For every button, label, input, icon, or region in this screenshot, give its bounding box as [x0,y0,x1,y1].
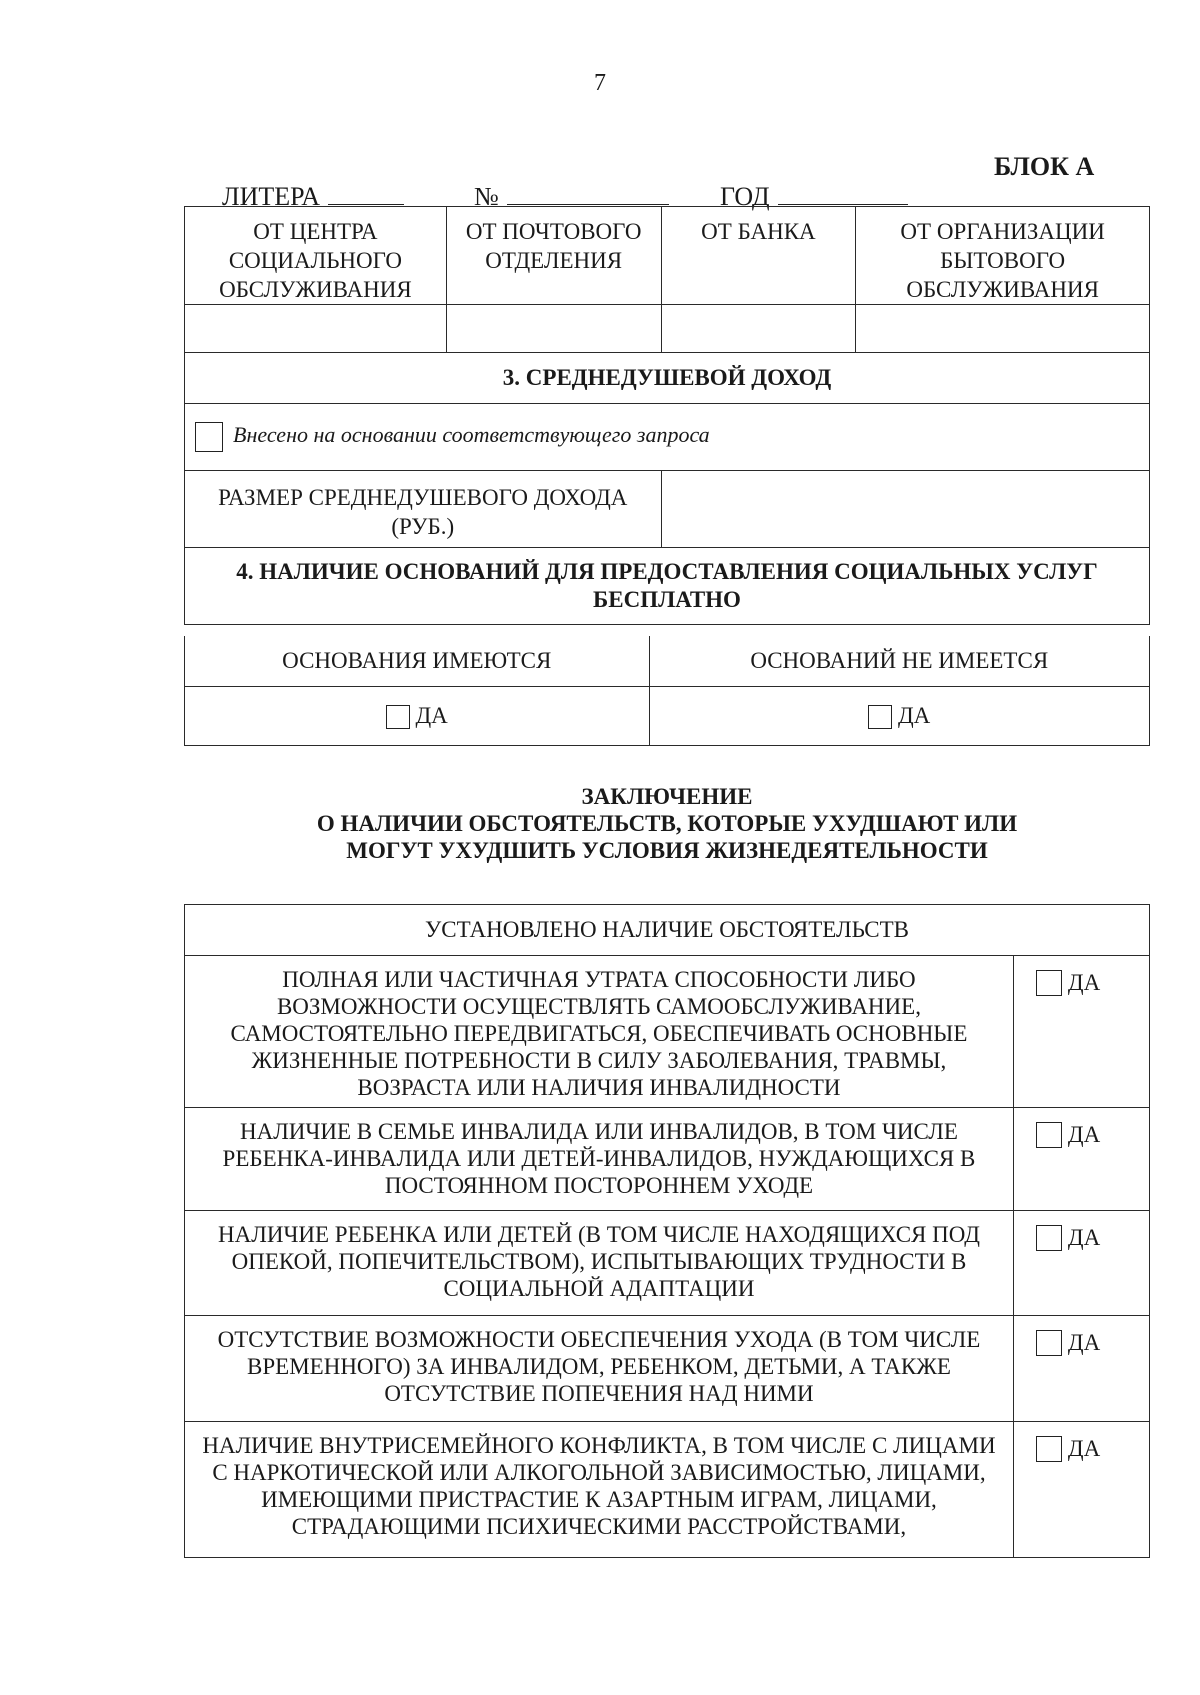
grounds-exist-label: ОСНОВАНИЯ ИМЕЮТСЯ [185,636,650,687]
conclusion-line-2: О НАЛИЧИИ ОБСТОЯТЕЛЬСТВ, КОТОРЫЕ УХУДШАЮТ ИЛИ [316,811,1018,836]
circumstance-text: НАЛИЧИЕ РЕБЕНКА ИЛИ ДЕТЕЙ (В ТОМ ЧИСЛЕ НАХОДЯЩИХСЯ ПОД ОПЕКОЙ, ПОПЕЧИТЕЛЬСТВОМ), ИСПЫТЫВАЮЩИХ ТРУДНОСТИ В СОЦИАЛЬНОЙ АДАПТАЦИИ [185,1211,1014,1316]
block-label: БЛОК А [994,152,1095,181]
income-size-label: РАЗМЕР СРЕДНЕДУШЕВОГО ДОХОДА (РУБ.) [185,471,662,548]
conclusion-line-1: ЗАКЛЮЧЕНИЕ [581,784,753,809]
conclusion-heading [184,783,1150,864]
grounds-absent-checkbox[interactable] [868,705,892,729]
number-label: № [474,182,499,211]
circumstances-header: УСТАНОВЛЕНО НАЛИЧИЕ ОБСТОЯТЕЛЬСТВ [185,905,1150,956]
income-sources-table [184,206,1150,625]
circumstance-yes: ДА [1067,1329,1101,1355]
circumstance-option [1013,1422,1149,1558]
circumstance-text: ПОЛНАЯ ИЛИ ЧАСТИЧНАЯ УТРАТА СПОСОБНОСТИ ЛИБО ВОЗМОЖНОСТИ ОСУЩЕСТВЛЯТЬ САМООБСЛУЖИВАНИЕ, САМОСТОЯТЕЛЬНО ПЕРЕДВИГАТЬСЯ, ОБЕСПЕЧИВАТЬ ОСНОВНЫЕ ЖИЗНЕННЫЕ ПОТРЕБНОСТИ В СИЛУ ЗАБОЛЕВАНИЯ, ТРАВМЫ, ВОЗРАСТА ИЛИ НАЛИЧИЯ ИНВАЛИДНОСТИ [185,956,1014,1108]
value-social-center[interactable] [185,305,447,353]
year-blank[interactable] [778,182,908,205]
grounds-exist-yes: ДА [415,702,448,728]
circumstance-text: ОТСУТСТВИЕ ВОЗМОЖНОСТИ ОБЕСПЕЧЕНИЯ УХОДА (В ТОМ ЧИСЛЕ ВРЕМЕННОГО) ЗА ИНВАЛИДОМ, РЕБЕНКОМ, ДЕТЬМИ, А ТАКЖЕ ОТСУТСТВИЕ ПОПЕЧЕНИЯ НАД НИМИ [185,1316,1014,1422]
circumstance-yes: ДА [1067,969,1101,995]
value-household-service[interactable] [856,305,1150,353]
request-note: Внесено на основании соответствующего запроса [233,422,710,448]
number-blank[interactable] [507,182,669,205]
grounds-exist-checkbox[interactable] [386,705,410,729]
request-row [185,404,1150,471]
section4-title: 4. НАЛИЧИЕ ОСНОВАНИЙ ДЛЯ ПРЕДОСТАВЛЕНИЯ СОЦИАЛЬНЫХ УСЛУГ БЕСПЛАТНО [185,548,1150,625]
year-label: ГОД [720,182,770,211]
grounds-table [184,636,1150,746]
source-post-office: ОТ ПОЧТОВОГО ОТДЕЛЕНИЯ [446,207,661,305]
circumstances-table [184,904,1150,1558]
circumstance-checkbox[interactable] [1036,1225,1062,1251]
litera-blank[interactable] [328,182,404,205]
section3-title: 3. СРЕДНЕДУШЕВОЙ ДОХОД [185,353,1150,404]
source-social-center: ОТ ЦЕНТРА СОЦИАЛЬНОГО ОБСЛУЖИВАНИЯ [185,207,447,305]
request-checkbox[interactable] [195,422,223,452]
grounds-absent-label: ОСНОВАНИЙ НЕ ИМЕЕТСЯ [649,636,1149,687]
grounds-absent-yes: ДА [897,702,931,728]
circumstance-option [1013,1108,1149,1211]
form-header [196,152,1154,211]
income-size-value[interactable] [661,471,1149,548]
grounds-absent-option [649,687,1149,746]
circumstance-text: НАЛИЧИЕ ВНУТРИСЕМЕЙНОГО КОНФЛИКТА, В ТОМ ЧИСЛЕ С ЛИЦАМИ С НАРКОТИЧЕСКОЙ ИЛИ АЛКОГОЛЬНОЙ ЗАВИСИМОСТЬЮ, ЛИЦАМИ, ИМЕЮЩИМИ ПРИСТРАСТИЕ К АЗАРТНЫМ ИГРАМ, ЛИЦАМИ, СТРАДАЮЩИМИ ПСИХИЧЕСКИМИ РАССТРОЙСТВАМИ, [185,1422,1014,1558]
value-bank[interactable] [661,305,856,353]
circumstance-text: НАЛИЧИЕ В СЕМЬЕ ИНВАЛИДА ИЛИ ИНВАЛИДОВ, В ТОМ ЧИСЛЕ РЕБЕНКА-ИНВАЛИДА ИЛИ ДЕТЕЙ-ИНВАЛИДОВ, НУЖДАЮЩИХСЯ В ПОСТОЯННОМ ПОСТОРОННЕМ УХОДЕ [185,1108,1014,1211]
grounds-exist-option [185,687,650,746]
circumstance-checkbox[interactable] [1036,970,1062,996]
circumstance-option [1013,1211,1149,1316]
litera-label: ЛИТЕРА [222,182,321,211]
source-household-service: ОТ ОРГАНИЗАЦИИ БЫТОВОГО ОБСЛУЖИВАНИЯ [856,207,1150,305]
circumstance-yes: ДА [1067,1224,1101,1250]
circumstance-checkbox[interactable] [1036,1122,1062,1148]
circumstance-option [1013,1316,1149,1422]
circumstance-checkbox[interactable] [1036,1436,1062,1462]
circumstance-yes: ДА [1067,1435,1101,1461]
circumstance-yes: ДА [1067,1121,1101,1147]
conclusion-line-3: МОГУТ УХУДШИТЬ УСЛОВИЯ ЖИЗНЕДЕЯТЕЛЬНОСТИ [346,838,988,863]
circumstance-option [1013,956,1149,1108]
source-bank: ОТ БАНКА [661,207,856,305]
value-post-office[interactable] [446,305,661,353]
circumstance-checkbox[interactable] [1036,1330,1062,1356]
page-number: 7 [594,70,606,96]
